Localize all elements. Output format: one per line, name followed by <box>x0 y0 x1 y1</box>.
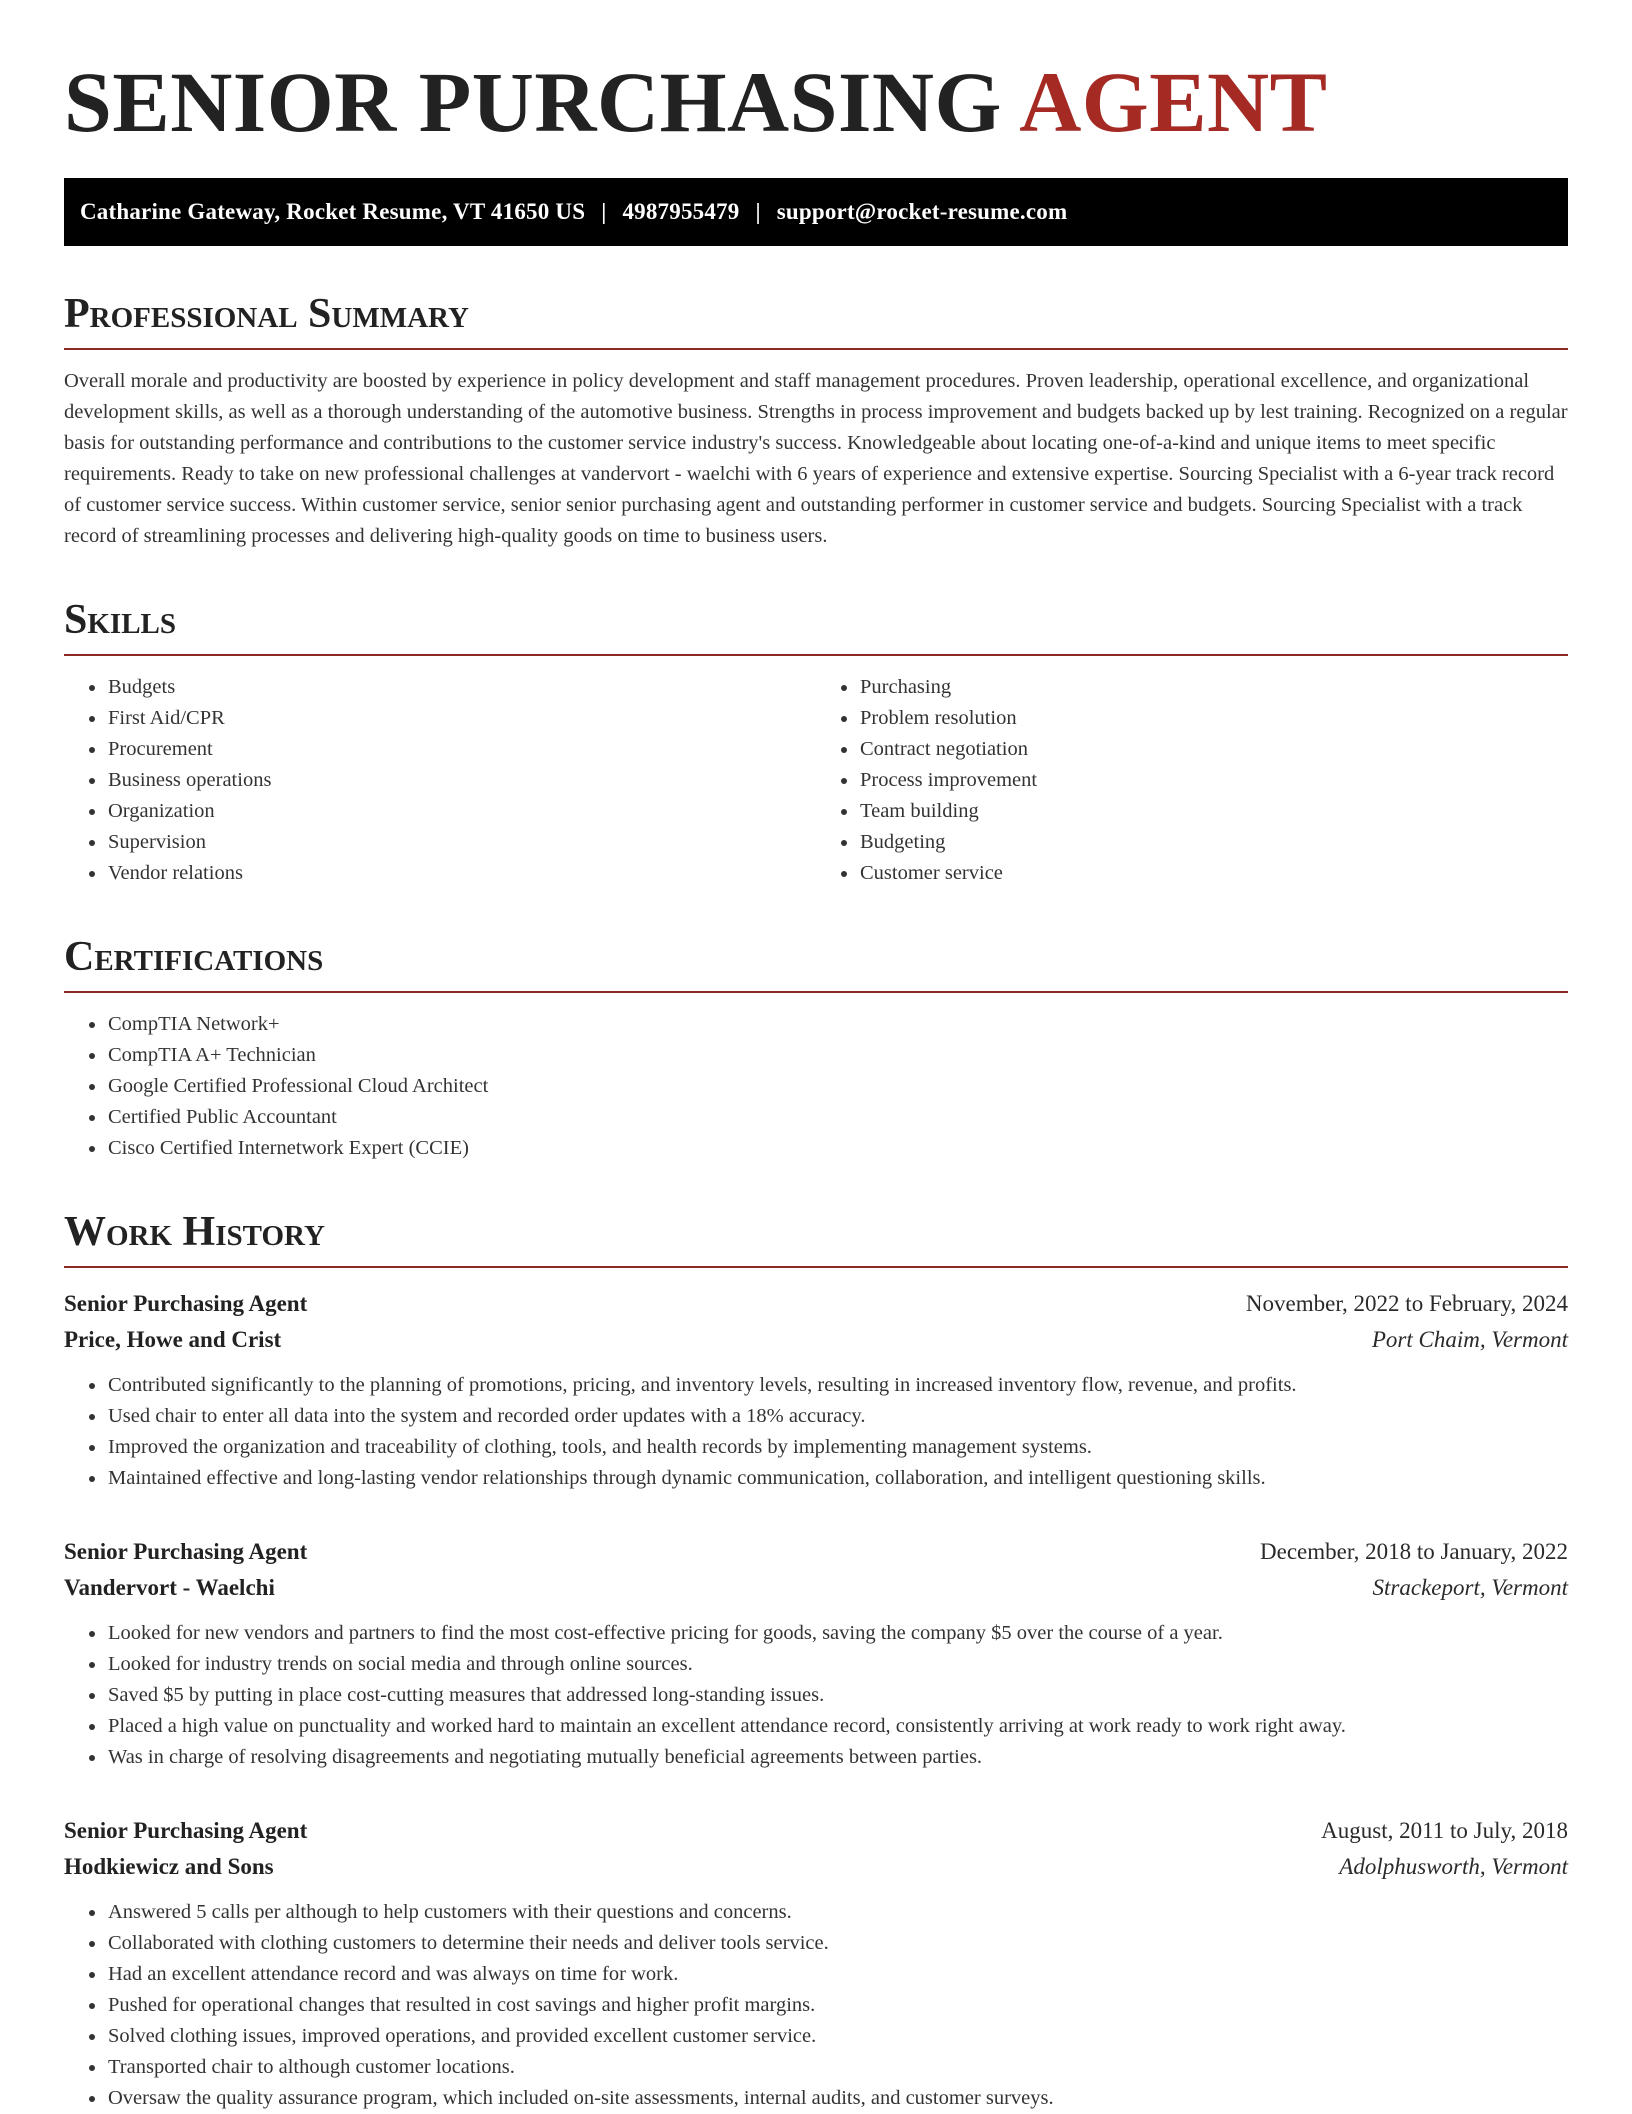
work-history-section <box>64 1208 1568 2114</box>
job-entry <box>64 1813 1568 2114</box>
skill-item: • Contract negotiation <box>859 734 1568 765</box>
skill-item: • Budgeting <box>859 827 1568 858</box>
section-title: Professional Summary <box>64 290 1568 350</box>
summary-text: Overall morale and productivity are boosted by experience in policy development and staff management procedures. Proven leadership, operational excellence, and organizational development skills, as well as a thorough understanding of the automotive business. Strengths in process improvement and budgets backed up by lest training. Recognized on a regular basis for outstanding performance and contributions to the customer service industry's success. Knowledgeable about locating one-of-a-kind and unique items to meet specific requirements. Ready to take on new professional challenges at vandervort - waelchi with 6 years of experience and extensive expertise. Sourcing Specialist with a 6-year track record of customer service success. Within customer service, senior senior purchasing agent and outstanding performer in customer service and budgets. Sourcing Specialist with a track record of streamlining processes and delivering high-quality goods on time to business users. <box>64 370 1568 547</box>
skill-item: • First Aid/CPR <box>107 703 816 734</box>
job-company: Vandervort - Waelchi <box>64 1575 275 1600</box>
skill-item: • Business operations <box>107 765 816 796</box>
job-bullet: • Maintained effective and long-lasting vendor relationships through dynamic communication, collaboration, and intelligent questioning skills. <box>107 1463 1568 1494</box>
skill-item: • Budgets <box>107 672 816 703</box>
job-bullets <box>64 1370 1568 1494</box>
job-title: Senior Purchasing Agent <box>64 1539 308 1564</box>
job-bullet: • Had an excellent attendance record and was always on time for work. <box>107 1959 1568 1990</box>
certifications-list <box>64 1009 1568 1164</box>
certification-item: • CompTIA A+ Technician <box>107 1040 1568 1071</box>
skill-item: • Customer service <box>859 858 1568 889</box>
certification-item: • CompTIA Network+ <box>107 1009 1568 1040</box>
job-bullet: • Pushed for operational changes that resulted in cost savings and higher profit margins. <box>107 1990 1568 2021</box>
job-entry <box>64 1534 1568 1773</box>
job-location: Port Chaim, Vermont <box>1371 1327 1568 1352</box>
skill-item: • Process improvement <box>859 765 1568 796</box>
section-title: Certifications <box>64 933 1568 993</box>
name-main: SENIOR PURCHASING <box>64 54 1002 150</box>
skill-item: • Problem resolution <box>859 703 1568 734</box>
job-header-row <box>64 1813 1568 1849</box>
job-title: Senior Purchasing Agent <box>64 1818 308 1843</box>
job-bullet: • Collaborated with clothing customers to determine their needs and deliver tools service. <box>107 1928 1568 1959</box>
skill-item: • Team building <box>859 796 1568 827</box>
skills-grid <box>64 672 1568 889</box>
certification-item: • Certified Public Accountant <box>107 1102 1568 1133</box>
job-company-row <box>64 1322 1568 1358</box>
job-company-row <box>64 1570 1568 1606</box>
job-bullet: • Improved the organization and traceability of clothing, tools, and health records by implementing management systems. <box>107 1432 1568 1463</box>
job-bullet: • Oversaw the quality assurance program, which included on-site assessments, internal audits, and customer surveys. <box>107 2083 1568 2114</box>
job-dates: November, 2022 to February, 2024 <box>1245 1291 1568 1316</box>
skills-section <box>64 596 1568 889</box>
job-location: Adolphusworth, Vermont <box>1339 1854 1568 1879</box>
job-location: Strackeport, Vermont <box>1372 1575 1568 1600</box>
resume-name-heading <box>64 56 1568 148</box>
job-company-row <box>64 1849 1568 1885</box>
job-bullet: • Saved $5 by putting in place cost-cutting measures that addressed long-standing issues. <box>107 1680 1568 1711</box>
job-bullet: • Solved clothing issues, improved operations, and provided excellent customer service. <box>107 2021 1568 2052</box>
section-title: Skills <box>64 596 1568 656</box>
contact-email: support@rocket-resume.com <box>776 199 1068 224</box>
job-company: Price, Howe and Crist <box>64 1327 282 1352</box>
job-dates: December, 2018 to January, 2022 <box>1260 1539 1568 1564</box>
job-bullet: • Transported chair to although customer locations. <box>107 2052 1568 2083</box>
contact-phone: 4987955479 <box>622 199 740 224</box>
certification-item: • Google Certified Professional Cloud Architect <box>107 1071 1568 1102</box>
job-dates: August, 2011 to July, 2018 <box>1321 1818 1568 1843</box>
job-bullet: • Looked for industry trends on social media and through online sources. <box>107 1649 1568 1680</box>
contact-separator: | <box>601 199 607 224</box>
job-bullet: • Used chair to enter all data into the system and recorded order updates with a 18% accuracy. <box>107 1401 1568 1432</box>
skill-item: • Vendor relations <box>107 858 816 889</box>
job-bullet: • Was in charge of resolving disagreements and negotiating mutually beneficial agreements between parties. <box>107 1742 1568 1773</box>
skill-item: • Purchasing <box>859 672 1568 703</box>
job-bullet: • Answered 5 calls per although to help customers with their questions and concerns. <box>107 1897 1568 1928</box>
certifications-section <box>64 933 1568 1164</box>
contact-separator: | <box>755 199 761 224</box>
professional-summary-section <box>64 290 1568 552</box>
job-header-row <box>64 1286 1568 1322</box>
job-bullet: • Contributed significantly to the planning of promotions, pricing, and inventory levels, resulting in increased inventory flow, revenue, and profits. <box>107 1370 1568 1401</box>
skills-list-left <box>64 672 816 889</box>
job-bullet: • Looked for new vendors and partners to find the most cost-effective pricing for goods, saving the company $5 over the course of a year. <box>107 1618 1568 1649</box>
job-bullets <box>64 1618 1568 1773</box>
skills-list-right <box>816 672 1568 889</box>
skill-item: • Supervision <box>107 827 816 858</box>
job-title: Senior Purchasing Agent <box>64 1291 308 1316</box>
name-accent: AGENT <box>1019 54 1328 150</box>
certification-item: • Cisco Certified Internetwork Expert (CCIE) <box>107 1133 1568 1164</box>
skill-item: • Organization <box>107 796 816 827</box>
contact-bar <box>64 178 1568 246</box>
job-bullet: • Placed a high value on punctuality and worked hard to maintain an excellent attendance record, consistently arriving at work ready to work right away. <box>107 1711 1568 1742</box>
contact-address: Catharine Gateway, Rocket Resume, VT 41650 US <box>80 199 586 224</box>
job-entry <box>64 1286 1568 1494</box>
job-bullets <box>64 1897 1568 2114</box>
job-company: Hodkiewicz and Sons <box>64 1854 274 1879</box>
section-title: Work History <box>64 1208 1568 1268</box>
job-header-row <box>64 1534 1568 1570</box>
skill-item: • Procurement <box>107 734 816 765</box>
